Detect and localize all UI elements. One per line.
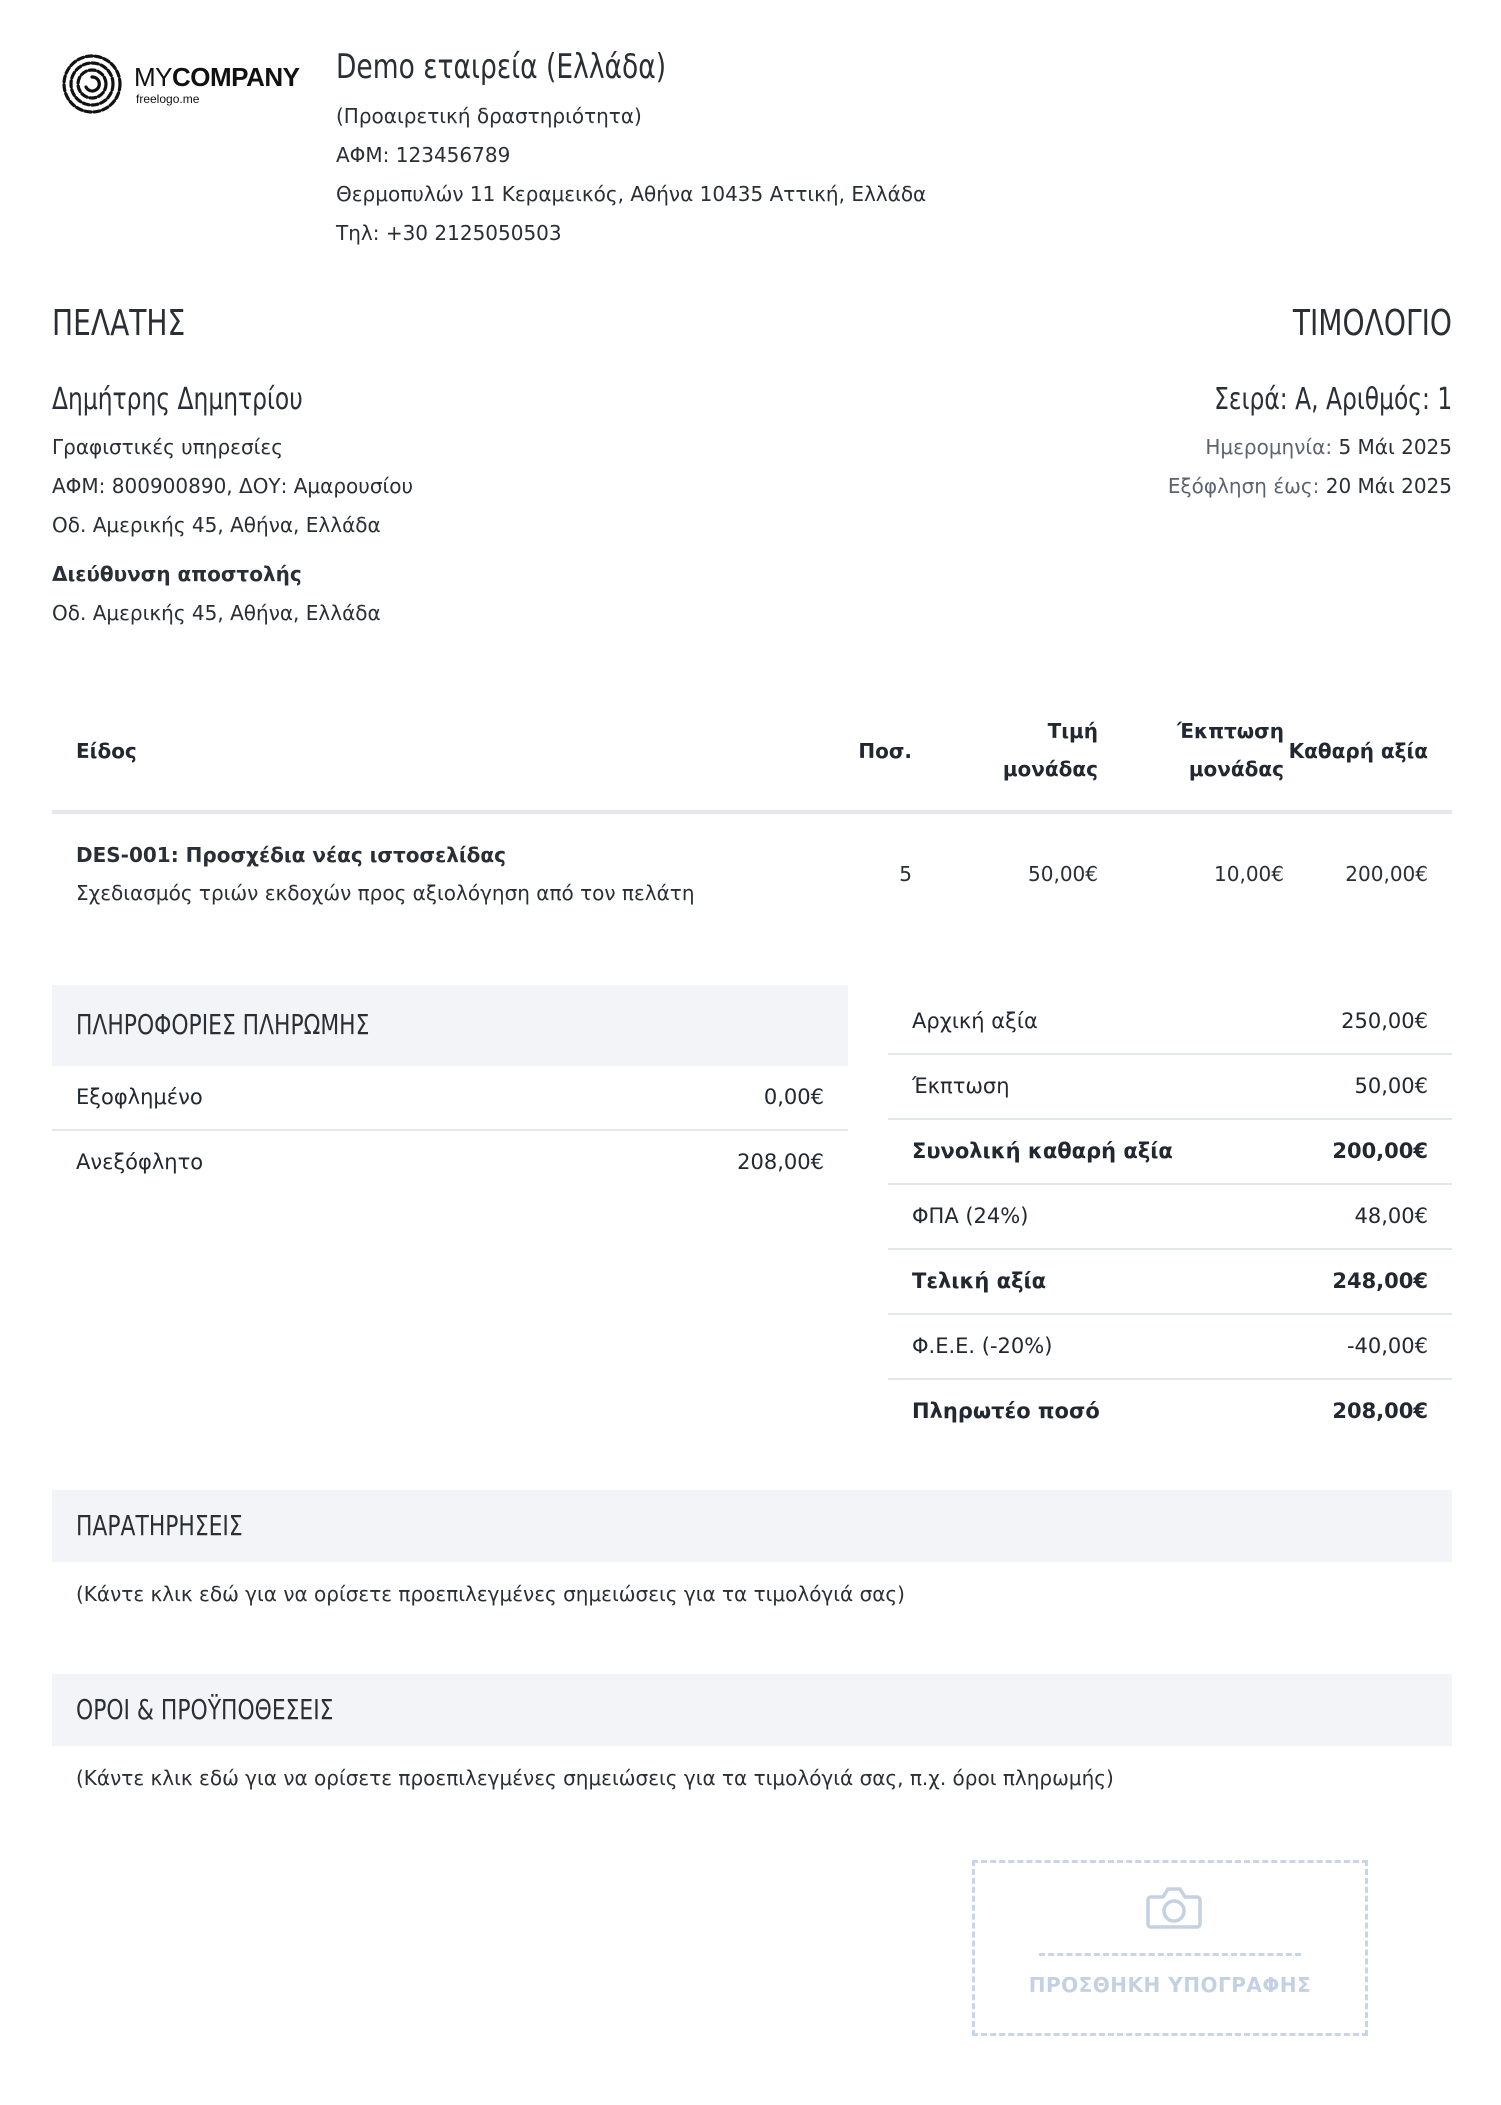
totals-label: Φ.Ε.Ε. (-20%)	[912, 1334, 1053, 1358]
payment-info-panel	[52, 985, 848, 1194]
col-header-net-value: Καθαρή αξία	[1288, 739, 1428, 763]
logo-tagline: freelogo.me	[136, 92, 200, 106]
customer-address: Οδ. Αμερικής 45, Αθήνα, Ελλάδα	[52, 513, 381, 537]
invoice-date	[1205, 433, 1452, 461]
totals-value: -40,00€	[1346, 1334, 1428, 1358]
item-title: DES-001: Προσχέδια νέας ιστοσελίδας	[76, 843, 506, 867]
totals-value: 50,00€	[1354, 1074, 1428, 1098]
invoice-date-value: 5 Μάι 2025	[1338, 435, 1452, 459]
company-name: Demo εταιρεία (Ελλάδα)	[336, 47, 667, 87]
totals-value: 250,00€	[1341, 1009, 1428, 1033]
customer-activity: Γραφιστικές υπηρεσίες	[52, 435, 283, 459]
item-description: Σχεδιασμός τριών εκδοχών προς αξιολόγηση από τον πελάτη	[76, 881, 695, 905]
customer-section-title: ΠΕΛΑΤΗΣ	[52, 303, 186, 344]
table-row	[52, 814, 1452, 944]
invoice-due-date	[1168, 472, 1452, 500]
totals-label: Αρχική αξία	[912, 1009, 1038, 1033]
invoice-due-value: 20 Μάι 2025	[1325, 474, 1452, 498]
totals-value: 248,00€	[1332, 1269, 1428, 1293]
payment-row-paid	[52, 1066, 848, 1131]
company-logo	[60, 52, 300, 118]
totals-value: 48,00€	[1354, 1204, 1428, 1228]
items-table	[52, 692, 1452, 944]
terms-title: ΟΡΟΙ & ΠΡΟΫΠΟΘΕΣΕΙΣ	[76, 1693, 334, 1726]
item-unit-discount: 10,00€	[1214, 862, 1284, 886]
totals-label: Έκπτωση	[912, 1074, 1010, 1098]
invoice-date-label: Ημερομηνία:	[1205, 435, 1333, 459]
totals-row-withholding	[888, 1315, 1452, 1380]
invoice-due-label: Εξόφληση έως:	[1167, 474, 1320, 498]
totals-label: Συνολική καθαρή αξία	[912, 1139, 1173, 1163]
company-phone: Τηλ: +30 2125050503	[336, 221, 562, 245]
payment-info-header	[52, 985, 848, 1066]
payment-unpaid-value: 208,00€	[737, 1150, 824, 1174]
totals-value: 208,00€	[1332, 1399, 1428, 1423]
totals-row-vat	[888, 1185, 1452, 1250]
shipping-address: Οδ. Αμερικής 45, Αθήνα, Ελλάδα	[52, 601, 381, 625]
payment-unpaid-label: Ανεξόφλητο	[76, 1150, 204, 1174]
totals-row-initial	[888, 990, 1452, 1055]
col-header-unit-discount: Έκπτωση μονάδας	[1177, 719, 1284, 781]
shipping-address-label: Διεύθυνση αποστολής	[52, 562, 302, 586]
totals-row-net-total	[888, 1120, 1452, 1185]
totals-label: Πληρωτέο ποσό	[912, 1399, 1100, 1423]
totals-row-discount	[888, 1055, 1452, 1120]
add-signature-label: ΠΡΟΣΘΗΚΗ ΥΠΟΓΡΑΦΗΣ	[1028, 1973, 1312, 1997]
logo-wordmark: MYCOMPANY	[134, 62, 300, 92]
payment-paid-label: Εξοφλημένο	[76, 1085, 203, 1109]
invoice-section-title: ΤΙΜΟΛΟΓΙΟ	[1292, 303, 1452, 344]
spiral-logo-icon	[60, 52, 124, 116]
notes-header	[52, 1490, 1452, 1562]
col-header-qty: Ποσ.	[858, 739, 912, 763]
customer-name: Δημήτρης Δημητρίου	[52, 382, 303, 417]
payment-row-unpaid	[52, 1131, 848, 1194]
payment-info-title: ΠΛΗΡΟΦΟΡΙΕΣ ΠΛΗΡΩΜΗΣ	[76, 1008, 370, 1041]
invoice-series-number: Σειρά: Α, Αριθμός: 1	[1213, 382, 1452, 417]
totals-panel	[888, 990, 1452, 1443]
signature-line	[1039, 1953, 1301, 1956]
item-qty: 5	[899, 862, 912, 886]
item-unit-price: 50,00€	[1028, 862, 1098, 886]
payment-paid-value: 0,00€	[763, 1085, 824, 1109]
company-vat: ΑΦΜ: 123456789	[336, 143, 511, 167]
terms-header	[52, 1674, 1452, 1746]
totals-label: ΦΠΑ (24%)	[912, 1204, 1029, 1228]
notes-text[interactable]: (Κάντε κλικ εδώ για να ορίσετε προεπιλεγμένες σημειώσεις για τα τιμολόγιά σας)	[76, 1582, 905, 1606]
col-header-item: Είδος	[76, 739, 137, 763]
company-address: Θερμοπυλών 11 Κεραμεικός, Αθήνα 10435 Αττική, Ελλάδα	[336, 182, 927, 206]
customer-vat: ΑΦΜ: 800900890, ΔΟΥ: Αμαρουσίου	[52, 474, 414, 498]
item-net-value: 200,00€	[1345, 862, 1428, 886]
add-signature-button[interactable]	[972, 1860, 1368, 2036]
terms-text[interactable]: (Κάντε κλικ εδώ για να ορίσετε προεπιλεγμένες σημειώσεις για τα τιμολόγιά σας, π.χ. όροι πληρωμής)	[76, 1766, 1114, 1790]
notes-title: ΠΑΡΑΤΗΡΗΣΕΙΣ	[76, 1509, 243, 1542]
col-header-unit-price: Τιμή μονάδας	[1002, 719, 1098, 781]
totals-value: 200,00€	[1332, 1139, 1428, 1163]
totals-row-final	[888, 1250, 1452, 1315]
totals-row-payable	[888, 1380, 1452, 1443]
company-activity: (Προαιρετική δραστηριότητα)	[336, 104, 642, 128]
items-table-header	[52, 692, 1452, 814]
camera-icon	[1145, 1883, 1203, 1931]
totals-label: Τελική αξία	[912, 1269, 1047, 1293]
